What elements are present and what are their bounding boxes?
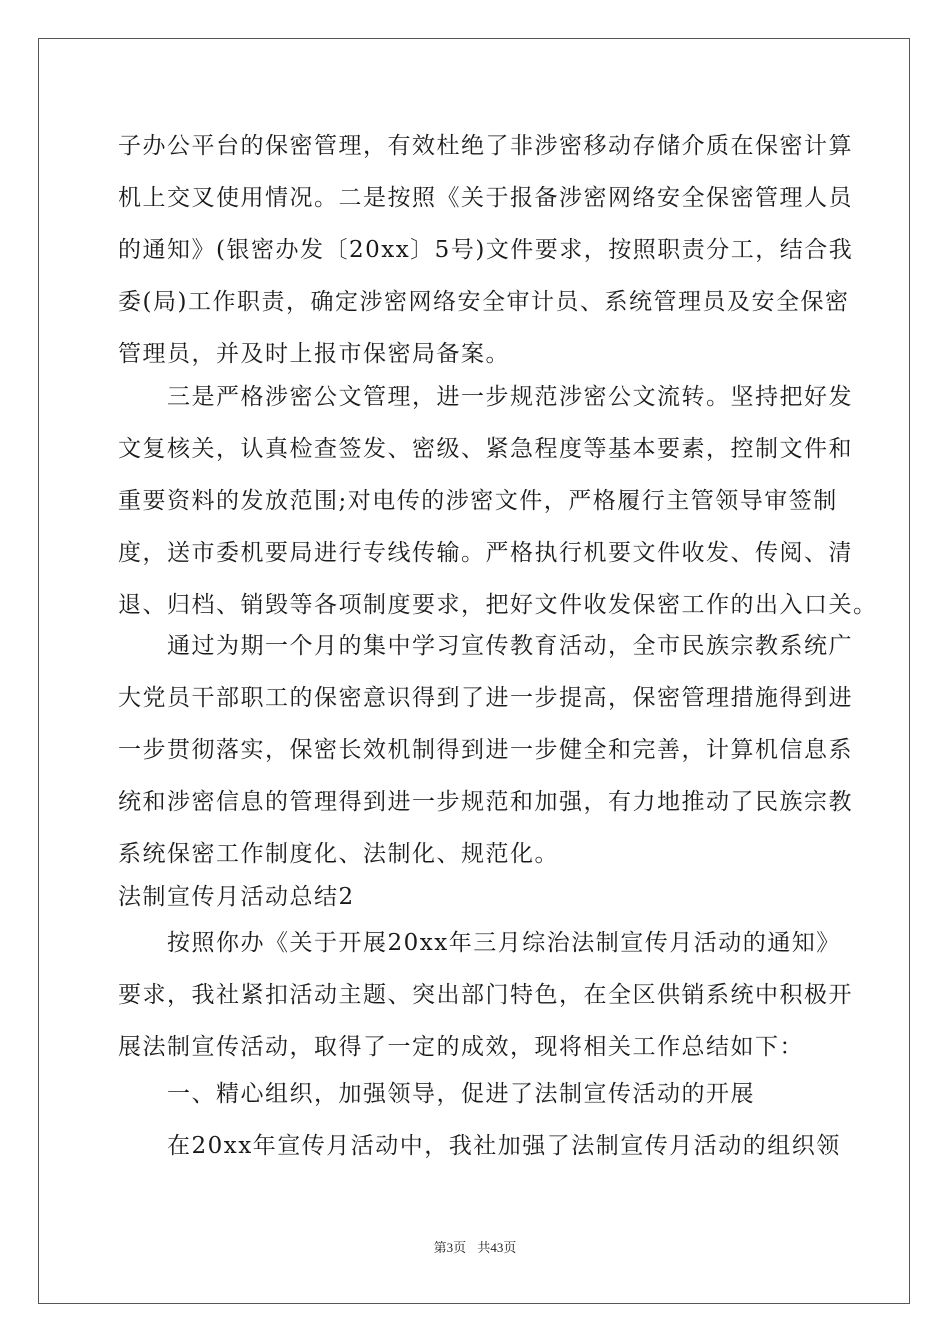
section-heading: 法制宣传月活动总结2 (118, 884, 355, 910)
text-line: 统和涉密信息的管理得到进一步规范和加强，有力地推动了民族宗教 (118, 789, 853, 815)
text-line: 文复核关，认真检查签发、密级、紧急程度等基本要素，控制文件和 (118, 436, 853, 462)
text-line: 要求，我社紧扣活动主题、突出部门特色，在全区供销系统中积极开 (118, 982, 853, 1008)
page-footer (0, 1237, 950, 1256)
page-border (38, 38, 910, 1304)
text-line: 管理员，并及时上报市保密局备案。 (118, 341, 510, 367)
text-line: 子办公平台的保密管理，有效杜绝了非涉密移动存储介质在保密计算 (118, 133, 853, 159)
page-total: 共43页 (477, 1240, 517, 1255)
text-line: 委(局)工作职责，确定涉密网络安全审计员、系统管理员及安全保密 (118, 289, 850, 315)
text-line: 一步贯彻落实，保密长效机制得到进一步健全和完善，计算机信息系 (118, 737, 853, 763)
text-line: 的通知》(银密办发〔20xx〕5号)文件要求，按照职责分工，结合我 (118, 237, 854, 263)
text-line: 系统保密工作制度化、法制化、规范化。 (118, 841, 559, 867)
text-line: 重要资料的发放范围;对电传的涉密文件，严格履行主管领导审签制 (118, 488, 838, 514)
text-line: 按照你办《关于开展20xx年三月综治法制宣传月活动的通知》 (118, 930, 841, 956)
text-line: 机上交叉使用情况。二是按照《关于报备涉密网络安全保密管理人员 (118, 185, 853, 211)
text-line: 度，送市委机要局进行专线传输。严格执行机要文件收发、传阅、清 (118, 540, 853, 566)
text-line: 通过为期一个月的集中学习宣传教育活动，全市民族宗教系统广 (118, 633, 853, 659)
text-line: 展法制宣传活动，取得了一定的成效，现将相关工作总结如下： (118, 1034, 804, 1060)
subsection-heading: 一、精心组织，加强领导，促进了法制宣传活动的开展 (118, 1081, 755, 1107)
page-number: 第3页 (433, 1240, 467, 1255)
text-line: 退、归档、销毁等各项制度要求，把好文件收发保密工作的出入口关。 (118, 592, 878, 618)
text-line: 大党员干部职工的保密意识得到了进一步提高，保密管理措施得到进 (118, 685, 853, 711)
text-line: 三是严格涉密公文管理，进一步规范涉密公文流转。坚持把好发 (118, 384, 853, 410)
text-line: 在20xx年宣传月活动中，我社加强了法制宣传月活动的组织领 (118, 1133, 841, 1159)
